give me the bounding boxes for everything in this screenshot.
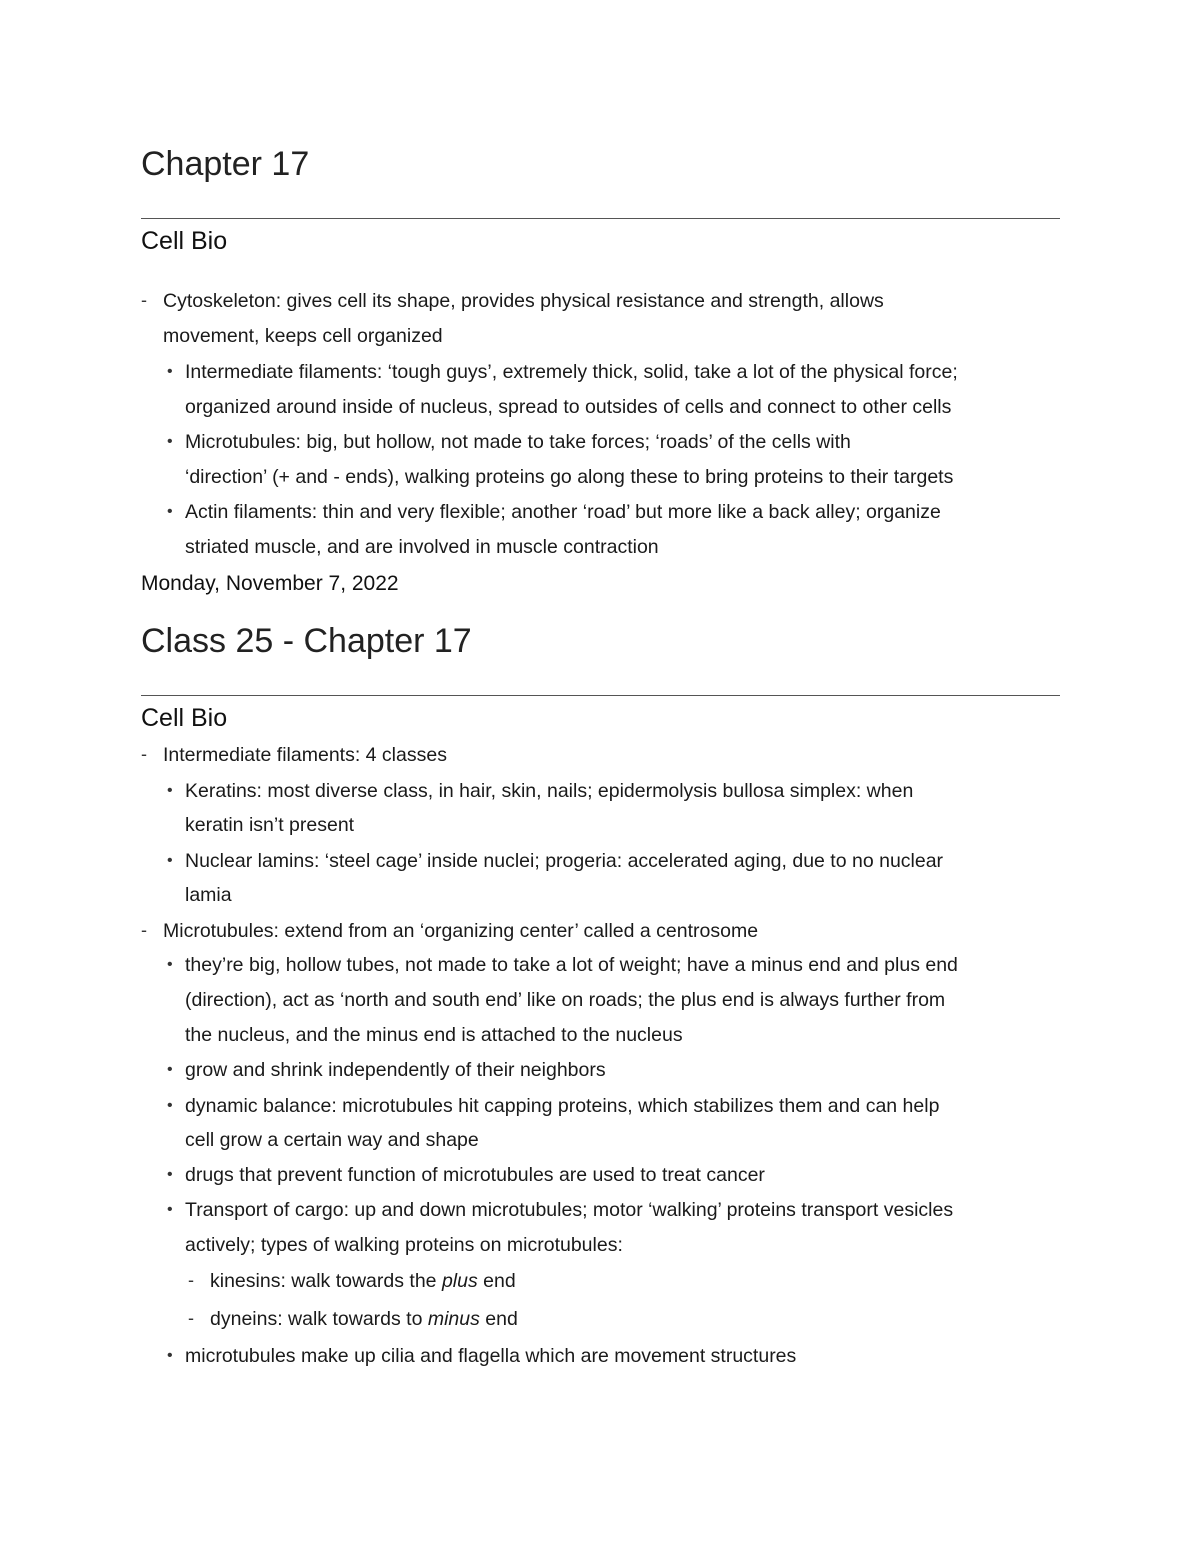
list-item-text: drugs that prevent function of microtubules are used to treat cancer xyxy=(185,1164,765,1186)
list-item-text: actively; types of walking proteins on microtubules: xyxy=(185,1234,623,1256)
dyneins-text: dyneins: walk towards to xyxy=(210,1308,428,1330)
section-2-title: Class 25 - Chapter 17 xyxy=(141,622,472,660)
bullet-marker: • xyxy=(167,956,173,973)
dash-marker: - xyxy=(188,1308,194,1328)
list-item-text: Keratins: most diverse class, in hair, skin, nails; epidermolysis bullosa simplex: when xyxy=(185,780,914,802)
list-item-text: (direction), act as ‘north and south end’ like on roads; the plus end is always further from xyxy=(185,989,946,1011)
list-item-text: dynamic balance: microtubules hit capping proteins, which stabilizes them and can help xyxy=(185,1095,940,1117)
list-item-text: movement, keeps cell organized xyxy=(163,325,443,347)
list-item-text: cell grow a certain way and shape xyxy=(185,1129,479,1151)
list-item-text: Transport of cargo: up and down microtubules; motor ‘walking’ proteins transport vesicles xyxy=(185,1199,954,1221)
bullet-marker: • xyxy=(167,503,173,520)
dash-marker: - xyxy=(141,920,147,940)
list-item-text: ‘direction’ (+ and - ends), walking proteins go along these to bring proteins to their targets xyxy=(185,466,954,488)
list-item-text: grow and shrink independently of their neighbors xyxy=(185,1059,606,1081)
list-item-text: the nucleus, and the minus end is attached to the nucleus xyxy=(185,1024,683,1046)
bullet-marker: • xyxy=(167,363,173,380)
bullet-marker: • xyxy=(167,1347,173,1364)
bullet-marker: • xyxy=(167,433,173,450)
bullet-marker: • xyxy=(167,782,173,799)
list-item-text: Cytoskeleton: gives cell its shape, provides physical resistance and strength, allows xyxy=(163,290,884,312)
list-item-text xyxy=(210,1308,518,1331)
list-item-text: Intermediate filaments: ‘tough guys’, extremely thick, solid, take a lot of the physical force; xyxy=(185,361,958,383)
list-item-text: Microtubules: big, but hollow, not made to take forces; ‘roads’ of the cells with xyxy=(185,431,851,453)
list-item-text: microtubules make up cilia and flagella which are movement structures xyxy=(185,1345,797,1367)
dash-marker: - xyxy=(188,1270,194,1290)
list-item-text xyxy=(210,1270,516,1293)
section-1-subtitle: Cell Bio xyxy=(141,227,228,255)
bullet-marker: • xyxy=(167,1097,173,1114)
list-item-text: Intermediate filaments: 4 classes xyxy=(163,744,447,766)
kinesins-emphasis: plus xyxy=(441,1270,478,1292)
list-item-text: Microtubules: extend from an ‘organizing center’ called a centrosome xyxy=(163,920,759,942)
bullet-marker: • xyxy=(167,1201,173,1218)
list-item-text: Actin filaments: thin and very flexible; another ‘road’ but more like a back alley; organize xyxy=(185,501,941,523)
list-item-text: organized around inside of nucleus, spread to outsides of cells and connect to other cells xyxy=(185,396,952,418)
dyneins-emphasis: minus xyxy=(427,1308,480,1330)
list-item-text: striated muscle, and are involved in muscle contraction xyxy=(185,536,659,558)
section-2-subtitle: Cell Bio xyxy=(141,704,228,732)
list-item-text: they’re big, hollow tubes, not made to take a lot of weight; have a minus end and plus end xyxy=(185,954,958,976)
list-item-text: keratin isn’t present xyxy=(185,814,355,836)
bullet-marker: • xyxy=(167,1166,173,1183)
bullet-marker: • xyxy=(167,1061,173,1078)
dash-marker: - xyxy=(141,290,147,310)
section-2-divider xyxy=(141,695,1060,696)
bullet-marker: • xyxy=(167,852,173,869)
dyneins-suffix: end xyxy=(479,1308,518,1330)
list-item-text: lamia xyxy=(185,884,232,906)
section-1-divider xyxy=(141,218,1060,219)
dash-marker: - xyxy=(141,744,147,764)
kinesins-text: kinesins: walk towards the xyxy=(210,1270,442,1292)
section-1-title: Chapter 17 xyxy=(141,145,310,183)
kinesins-suffix: end xyxy=(477,1270,516,1292)
date-heading: Monday, November 7, 2022 xyxy=(141,572,399,595)
list-item-text: Nuclear lamins: ‘steel cage’ inside nuclei; progeria: accelerated aging, due to no nuclear xyxy=(185,850,944,872)
